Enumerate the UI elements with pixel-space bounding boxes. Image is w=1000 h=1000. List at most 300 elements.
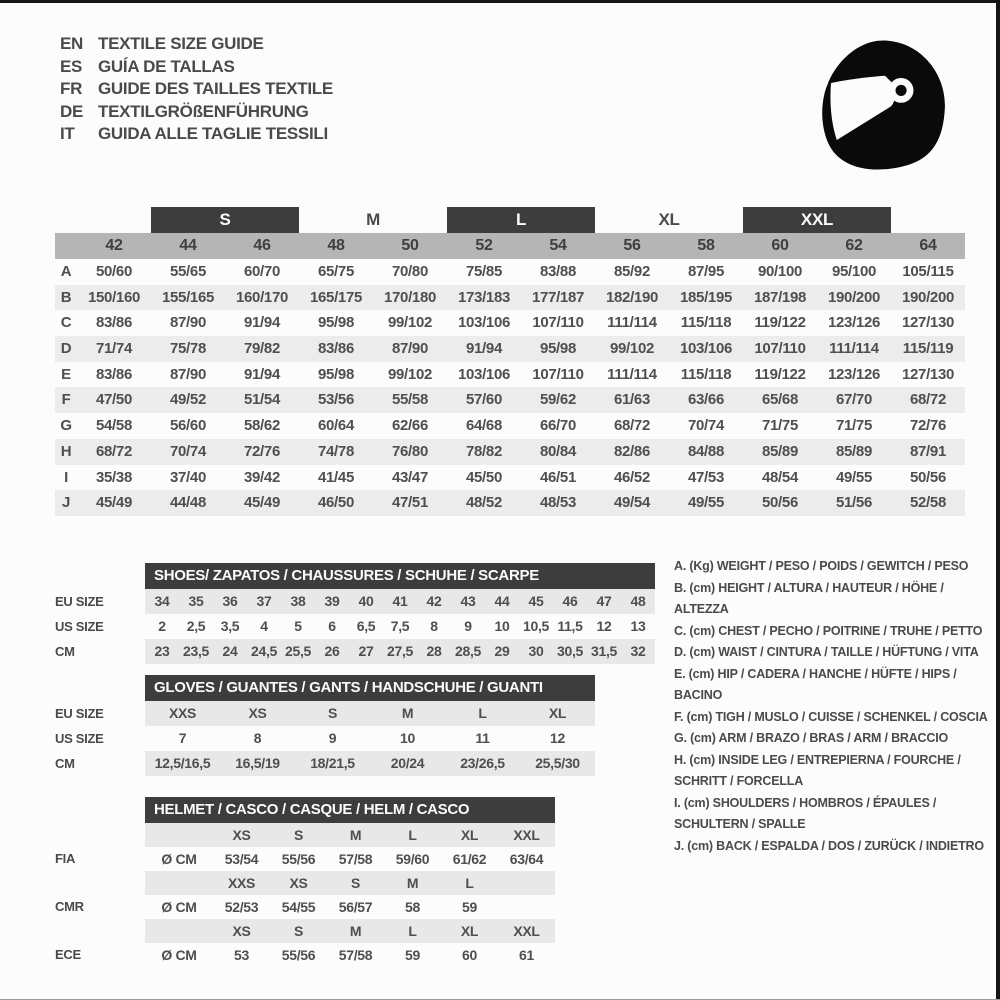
helmet-size-value: 59 bbox=[462, 899, 477, 915]
measure-value: 35/38 bbox=[95, 468, 133, 486]
helmet-size-label: XS bbox=[232, 827, 251, 843]
measure-value: 165/175 bbox=[309, 288, 363, 306]
measure-value: 70/74 bbox=[687, 417, 725, 435]
measure-value: 44/48 bbox=[169, 494, 207, 512]
row-label: CM bbox=[55, 644, 75, 659]
measure-value: 82/86 bbox=[613, 442, 651, 460]
measure-value: 55/58 bbox=[391, 391, 429, 409]
header-spacer bbox=[891, 207, 965, 233]
size-value: 30 bbox=[528, 643, 544, 659]
helmet-sizes-row-fia bbox=[55, 823, 555, 847]
row-spacer bbox=[55, 919, 145, 943]
gloves-title-row bbox=[55, 675, 595, 701]
measure-value: 62/66 bbox=[391, 417, 429, 435]
measure-value: 49/55 bbox=[835, 468, 873, 486]
measure-value: 65/68 bbox=[761, 391, 799, 409]
row-letter: C bbox=[60, 314, 72, 332]
shoes-title-row bbox=[55, 563, 655, 589]
helmet-size-label: L bbox=[465, 875, 474, 891]
measure-row-e bbox=[55, 362, 965, 388]
measure-value: 46/52 bbox=[613, 468, 651, 486]
measure-value: 91/94 bbox=[243, 314, 281, 332]
measure-value: 61/63 bbox=[613, 391, 651, 409]
size-value: 11,5 bbox=[557, 618, 583, 634]
language-title: TEXTILGRÖßENFÜHRUNG bbox=[98, 101, 309, 121]
measure-value: 103/106 bbox=[457, 365, 511, 383]
measure-value: 87/90 bbox=[169, 365, 207, 383]
measure-row-g bbox=[55, 413, 965, 439]
measure-row-f bbox=[55, 387, 965, 413]
standard-label: CMR bbox=[55, 899, 84, 914]
size-number: 42 bbox=[105, 237, 123, 254]
size-number: 44 bbox=[179, 237, 197, 254]
helmet-title: HELMET / CASCO / CASQUE / HELM / CASCO bbox=[145, 797, 555, 823]
measure-value: 119/122 bbox=[754, 365, 806, 383]
helmet-size-value: 52/53 bbox=[224, 899, 259, 915]
row-label: US SIZE bbox=[55, 619, 104, 634]
size-value: 27 bbox=[358, 643, 374, 659]
measure-value: 190/200 bbox=[901, 288, 955, 306]
title-spacer bbox=[55, 797, 145, 823]
measurement-legend bbox=[674, 556, 990, 857]
measure-value: 47/51 bbox=[391, 494, 429, 512]
measure-value: 45/50 bbox=[465, 468, 503, 486]
measure-value: 85/92 bbox=[613, 263, 651, 280]
size-value: S bbox=[327, 705, 338, 721]
size-group-s: S bbox=[151, 207, 299, 233]
row-letter: D bbox=[60, 340, 72, 358]
helmet-values-row-fia bbox=[55, 847, 555, 871]
measure-value: 95/98 bbox=[317, 365, 355, 383]
size-value: 2 bbox=[158, 618, 166, 634]
size-value: 38 bbox=[290, 593, 306, 609]
size-value: XS bbox=[248, 705, 267, 721]
measure-value: 64/68 bbox=[465, 417, 503, 435]
measure-value: 95/98 bbox=[539, 340, 577, 358]
size-value: 48 bbox=[630, 593, 646, 609]
diameter-unit-label: Ø CM bbox=[161, 947, 197, 963]
measure-value: 46/50 bbox=[317, 494, 355, 512]
measure-value: 90/100 bbox=[757, 263, 803, 280]
measure-value: 51/54 bbox=[243, 391, 281, 409]
helmet-size-value: 56/57 bbox=[338, 899, 373, 915]
legend-item-e: E. (cm) HIP / CADERA / HANCHE / HÜFTE / HIPS / BACINO bbox=[674, 666, 957, 702]
helmet-size-label: M bbox=[406, 875, 419, 891]
measure-value: 150/160 bbox=[87, 288, 141, 306]
band-spacer bbox=[55, 233, 77, 259]
measure-value: 83/86 bbox=[95, 314, 133, 332]
measure-value: 173/183 bbox=[457, 288, 511, 306]
measure-value: 70/80 bbox=[391, 263, 429, 280]
helmet-size-value: 60 bbox=[462, 947, 477, 963]
measure-value: 87/90 bbox=[391, 340, 429, 358]
row-label: CM bbox=[55, 756, 75, 771]
size-value: 32 bbox=[630, 643, 646, 659]
gloves-row-cm bbox=[55, 751, 595, 776]
row-values bbox=[145, 614, 655, 639]
helmet-size-value: 61/62 bbox=[452, 851, 487, 867]
size-value: 23/26,5 bbox=[460, 755, 505, 771]
helmet-size-label: XL bbox=[460, 827, 479, 843]
helmet-size-label: XS bbox=[232, 923, 251, 939]
measure-value: 107/110 bbox=[532, 314, 584, 332]
measure-value: 187/198 bbox=[753, 288, 807, 306]
measure-value: 54/58 bbox=[95, 417, 133, 435]
size-value: 29 bbox=[494, 643, 510, 659]
helmet-size-value: 55/56 bbox=[281, 851, 316, 867]
measure-value: 51/56 bbox=[835, 494, 873, 512]
helmet-size-value: 58 bbox=[405, 899, 420, 915]
measure-value: 95/100 bbox=[831, 263, 877, 280]
row-letter: A bbox=[60, 263, 72, 280]
measure-value: 99/102 bbox=[387, 314, 433, 332]
helmet-size-label: S bbox=[293, 923, 304, 939]
row-values bbox=[145, 589, 655, 614]
size-number: 58 bbox=[697, 237, 715, 254]
header-spacer bbox=[55, 207, 151, 233]
measure-row-j bbox=[55, 490, 965, 516]
measure-value: 52/58 bbox=[909, 494, 947, 512]
measure-value: 103/106 bbox=[457, 314, 511, 332]
gloves-row-eu-size bbox=[55, 701, 595, 726]
measure-value: 72/76 bbox=[909, 417, 947, 435]
sizes-band bbox=[145, 823, 555, 847]
measure-value: 85/89 bbox=[761, 442, 799, 460]
measure-row-b bbox=[55, 285, 965, 311]
measure-value: 85/89 bbox=[835, 442, 873, 460]
language-title-list bbox=[60, 33, 333, 146]
measure-value: 83/88 bbox=[539, 263, 577, 280]
measure-value: 49/52 bbox=[169, 391, 207, 409]
language-title: TEXTILE SIZE GUIDE bbox=[98, 34, 264, 53]
measure-value: 49/55 bbox=[687, 494, 725, 512]
language-row bbox=[60, 56, 333, 79]
row-letter: F bbox=[61, 391, 71, 409]
measure-value: 50/56 bbox=[909, 468, 947, 486]
size-value: 10,5 bbox=[522, 618, 550, 634]
row-label: EU SIZE bbox=[55, 706, 104, 721]
diameter-unit-label: Ø CM bbox=[161, 851, 197, 867]
measure-value: 60/70 bbox=[243, 263, 281, 280]
measure-value: 41/45 bbox=[317, 468, 355, 486]
measure-value: 95/98 bbox=[317, 314, 355, 332]
measure-value: 111/114 bbox=[607, 314, 657, 332]
legend-item-b: B. (cm) HEIGHT / ALTURA / HAUTEUR / HÖHE / ALTEZZA bbox=[674, 580, 944, 616]
measure-value: 155/165 bbox=[161, 288, 215, 306]
measure-row-d bbox=[55, 336, 965, 362]
helmet-size-value: 55/56 bbox=[281, 947, 316, 963]
language-code: DE bbox=[60, 101, 84, 121]
size-value: 26 bbox=[324, 643, 340, 659]
gloves-row-us-size bbox=[55, 726, 595, 751]
measure-value: 91/94 bbox=[243, 365, 281, 383]
measure-value: 55/65 bbox=[169, 263, 207, 280]
size-number: 46 bbox=[253, 237, 271, 254]
helmet-size-label: M bbox=[349, 827, 362, 843]
size-value: 27,5 bbox=[386, 643, 414, 659]
measure-value: 185/195 bbox=[679, 288, 733, 306]
scan-border-top bbox=[0, 0, 1000, 3]
size-value: 16,5/19 bbox=[235, 755, 280, 771]
language-code: IT bbox=[60, 124, 75, 143]
sizes-band bbox=[145, 919, 555, 943]
measure-value: 39/42 bbox=[243, 468, 281, 486]
size-value: L bbox=[478, 705, 487, 721]
legend-item-i: I. (cm) SHOULDERS / HOMBROS / ÉPAULES / SCHULTERN / SPALLE bbox=[674, 795, 937, 831]
measure-value: 99/102 bbox=[609, 340, 655, 358]
shoes-size-table bbox=[55, 563, 655, 664]
size-value: 8 bbox=[430, 618, 438, 634]
measure-value: 68/72 bbox=[95, 442, 133, 460]
legend-item-d: D. (cm) WAIST / CINTURA / TAILLE / HÜFTUNG / VITA bbox=[674, 645, 979, 659]
diameter-unit-label: Ø CM bbox=[161, 899, 197, 915]
measure-value: 160/170 bbox=[235, 288, 289, 306]
size-number: 64 bbox=[919, 237, 937, 254]
helmet-size-value: 63/64 bbox=[509, 851, 544, 867]
helmet-sizes-row-cmr bbox=[55, 871, 555, 895]
size-number-row bbox=[55, 233, 965, 259]
measure-value: 48/54 bbox=[761, 468, 799, 486]
measure-value: 45/49 bbox=[243, 494, 281, 512]
title-spacer bbox=[55, 675, 145, 701]
measure-value: 83/86 bbox=[317, 340, 355, 358]
measure-value: 80/84 bbox=[539, 442, 577, 460]
measure-value: 59/62 bbox=[539, 391, 577, 409]
legend-item-c: C. (cm) CHEST / PECHO / POITRINE / TRUHE / PETTO bbox=[674, 623, 983, 638]
measure-value: 49/54 bbox=[613, 494, 651, 512]
size-value: 4 bbox=[260, 618, 268, 634]
size-value: 6,5 bbox=[356, 618, 376, 634]
row-spacer bbox=[55, 871, 145, 895]
size-value: M bbox=[401, 705, 414, 721]
measure-row-c bbox=[55, 310, 965, 336]
measure-value: 71/74 bbox=[95, 340, 133, 358]
helmet-size-value: 57/58 bbox=[338, 947, 373, 963]
gloves-title: GLOVES / GUANTES / GANTS / HANDSCHUHE / GUANTI bbox=[145, 675, 595, 701]
measure-value: 72/76 bbox=[243, 442, 281, 460]
diam-spacer bbox=[145, 823, 213, 847]
helmet-size-label: XS bbox=[289, 875, 308, 891]
measure-row-h bbox=[55, 439, 965, 465]
diam-spacer bbox=[145, 919, 213, 943]
measure-value: 47/53 bbox=[687, 468, 725, 486]
row-values bbox=[145, 726, 595, 751]
size-number: 48 bbox=[327, 237, 345, 254]
row-letter: I bbox=[64, 468, 68, 486]
legend-item-a: A. (Kg) WEIGHT / PESO / POIDS / GEWITCH / PESO bbox=[674, 559, 969, 573]
helmet-size-label: XXL bbox=[513, 923, 540, 939]
size-number: 60 bbox=[771, 237, 789, 254]
language-code: EN bbox=[60, 34, 84, 53]
row-letter: E bbox=[61, 365, 71, 383]
measure-value: 68/72 bbox=[613, 417, 651, 435]
measure-value: 84/88 bbox=[687, 442, 725, 460]
measure-value: 91/94 bbox=[465, 340, 503, 358]
size-number: 52 bbox=[475, 237, 493, 254]
title-spacer bbox=[55, 563, 145, 589]
language-title: GUÍA DE TALLAS bbox=[98, 56, 235, 76]
size-value: 8 bbox=[253, 730, 262, 746]
measure-value: 50/56 bbox=[761, 494, 799, 512]
size-value: 42 bbox=[426, 593, 442, 609]
helmet-size-label: M bbox=[349, 923, 362, 939]
measure-value: 87/90 bbox=[169, 314, 207, 332]
measure-value: 47/50 bbox=[95, 391, 133, 409]
measure-value: 76/80 bbox=[391, 442, 429, 460]
measure-value: 190/200 bbox=[827, 288, 881, 306]
helmet-size-value: 57/58 bbox=[338, 851, 373, 867]
measure-row-a bbox=[55, 259, 965, 285]
size-value: 12,5/16,5 bbox=[154, 755, 211, 771]
language-title: GUIDE DES TAILLES TEXTILE bbox=[98, 79, 333, 98]
size-value: 12 bbox=[550, 730, 565, 746]
size-value: 3,5 bbox=[220, 618, 240, 634]
measure-value: 111/114 bbox=[829, 340, 879, 358]
measure-value: 123/126 bbox=[827, 314, 881, 332]
size-value: 13 bbox=[630, 618, 646, 634]
size-value: 11 bbox=[475, 730, 490, 746]
shoes-row-cm bbox=[55, 639, 655, 664]
size-value: 35 bbox=[188, 593, 204, 609]
measure-value: 78/82 bbox=[465, 442, 503, 460]
language-title: GUIDA ALLE TAGLIE TESSILI bbox=[98, 124, 328, 143]
measure-value: 99/102 bbox=[387, 365, 433, 383]
language-code: FR bbox=[60, 79, 83, 98]
helmet-size-label: XXL bbox=[513, 827, 540, 843]
measure-value: 115/118 bbox=[680, 314, 732, 332]
size-number: 62 bbox=[845, 237, 863, 254]
helmet-size-label: S bbox=[350, 875, 361, 891]
helmet-icon bbox=[810, 32, 960, 178]
measure-value: 115/119 bbox=[902, 340, 954, 358]
helmet-size-label bbox=[498, 871, 555, 895]
row-letter: G bbox=[60, 417, 72, 435]
helmet-sizes-row-ece bbox=[55, 919, 555, 943]
measure-value: 65/75 bbox=[317, 263, 355, 280]
row-letter: H bbox=[60, 442, 72, 460]
language-row bbox=[60, 101, 333, 124]
helmet-size-value: 59/60 bbox=[395, 851, 430, 867]
size-group-header-row bbox=[55, 207, 965, 233]
size-value: 40 bbox=[358, 593, 374, 609]
sizes-band bbox=[145, 871, 555, 895]
language-row bbox=[60, 78, 333, 101]
size-group-xl: XL bbox=[658, 210, 680, 229]
measure-value: 74/78 bbox=[317, 442, 355, 460]
legend-item-j: J. (cm) BACK / ESPALDA / DOS / ZURÜCK / INDIETRO bbox=[674, 838, 984, 853]
helmet-size-value: 54/55 bbox=[281, 899, 316, 915]
measure-value: 53/56 bbox=[317, 391, 355, 409]
scan-border-right bbox=[996, 0, 1000, 1000]
size-number: 54 bbox=[549, 237, 567, 254]
size-value: 20/24 bbox=[390, 755, 425, 771]
measure-row-i bbox=[55, 465, 965, 491]
size-value: 10 bbox=[400, 730, 415, 746]
size-value: 46 bbox=[562, 593, 578, 609]
measure-value: 127/130 bbox=[901, 314, 955, 332]
measure-value: 105/115 bbox=[902, 263, 954, 280]
helmet-values-row-cmr bbox=[55, 895, 555, 919]
legend-item-f: F. (cm) TIGH / MUSLO / CUISSE / SCHENKEL / COSCIA bbox=[674, 709, 988, 724]
size-value: 47 bbox=[596, 593, 612, 609]
shoes-row-us-size bbox=[55, 614, 655, 639]
size-value: XXS bbox=[168, 705, 197, 721]
measure-value: 43/47 bbox=[391, 468, 429, 486]
size-value: 7 bbox=[178, 730, 187, 746]
measure-value: 66/70 bbox=[539, 417, 577, 435]
size-value: 25,5/30 bbox=[535, 755, 580, 771]
measure-value: 127/130 bbox=[901, 365, 955, 383]
measure-value: 70/74 bbox=[169, 442, 207, 460]
size-value: 36 bbox=[222, 593, 238, 609]
measure-value: 123/126 bbox=[827, 365, 881, 383]
helmet-size-label: XL bbox=[460, 923, 479, 939]
size-value: 5 bbox=[294, 618, 302, 634]
measure-value: 75/78 bbox=[169, 340, 207, 358]
measure-value: 67/70 bbox=[835, 391, 873, 409]
measure-value: 56/60 bbox=[169, 417, 207, 435]
language-row bbox=[60, 33, 333, 56]
size-value: 30,5 bbox=[556, 643, 584, 659]
size-number: 50 bbox=[401, 237, 419, 254]
language-code: ES bbox=[60, 56, 83, 76]
size-value: 31,5 bbox=[590, 643, 618, 659]
row-letter: B bbox=[60, 288, 72, 306]
size-value: XL bbox=[548, 705, 567, 721]
helmet-size-value: 53/54 bbox=[224, 851, 259, 867]
measure-value: 111/114 bbox=[607, 365, 657, 383]
size-value: 28 bbox=[426, 643, 442, 659]
size-value: 45 bbox=[528, 593, 544, 609]
diam-spacer bbox=[145, 871, 213, 895]
measure-value: 107/110 bbox=[754, 340, 806, 358]
measure-value: 45/49 bbox=[95, 494, 133, 512]
size-value: 44 bbox=[494, 593, 510, 609]
measure-value: 103/106 bbox=[679, 340, 733, 358]
measure-value: 63/66 bbox=[687, 391, 725, 409]
size-value: 12 bbox=[596, 618, 612, 634]
textile-size-table bbox=[55, 207, 965, 516]
measure-value: 83/86 bbox=[95, 365, 133, 383]
size-value: 25,5 bbox=[284, 643, 312, 659]
measure-value: 46/51 bbox=[539, 468, 577, 486]
size-value: 2,5 bbox=[186, 618, 206, 634]
size-value: 18/21,5 bbox=[310, 755, 355, 771]
size-value: 39 bbox=[324, 593, 340, 609]
measure-value: 37/40 bbox=[169, 468, 207, 486]
helmet-title-row bbox=[55, 797, 555, 823]
row-label: EU SIZE bbox=[55, 594, 104, 609]
measure-value: 177/187 bbox=[531, 288, 585, 306]
measure-value: 182/190 bbox=[605, 288, 659, 306]
row-values bbox=[145, 701, 595, 726]
language-row bbox=[60, 123, 333, 146]
row-values bbox=[145, 751, 595, 776]
measure-value: 75/85 bbox=[465, 263, 503, 280]
helmet-size-value: 59 bbox=[405, 947, 420, 963]
helmet-size-label: XXS bbox=[227, 875, 256, 891]
size-value: 34 bbox=[154, 593, 170, 609]
size-group-xxl: XXL bbox=[743, 207, 891, 233]
size-value: 37 bbox=[256, 593, 272, 609]
measure-value: 50/60 bbox=[95, 263, 133, 280]
measure-value: 79/82 bbox=[243, 340, 281, 358]
measure-value: 107/110 bbox=[532, 365, 584, 383]
helmet-values-row-ece bbox=[55, 943, 555, 967]
values-band bbox=[145, 895, 555, 919]
shoes-row-eu-size bbox=[55, 589, 655, 614]
gloves-size-table bbox=[55, 675, 595, 776]
